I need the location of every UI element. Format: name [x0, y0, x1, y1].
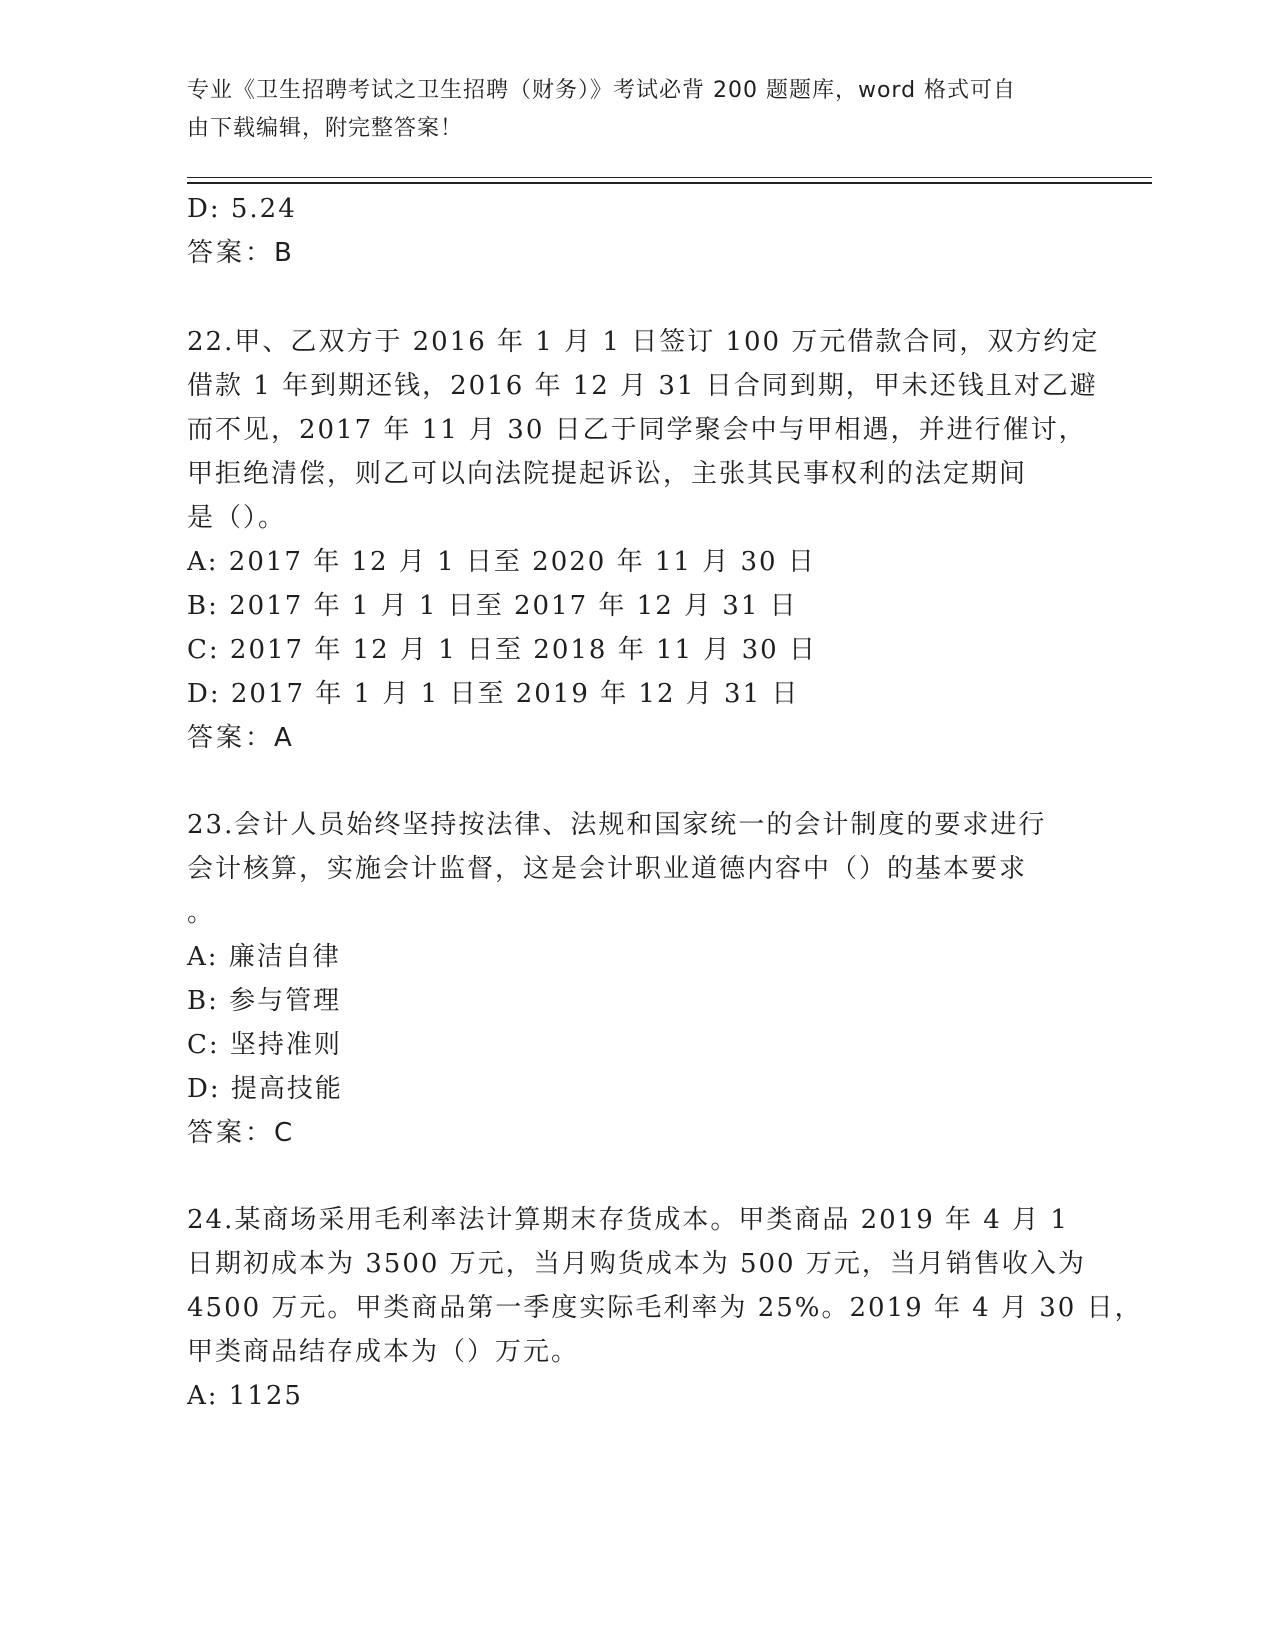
q24-stem-line: 甲类商品结存成本为（）万元。 [187, 1337, 580, 1367]
header-line-2: 由下载编辑，附完整答案！ [187, 116, 464, 141]
q22-option-c: C: 2017 年 12 月 1 日至 2018 年 11 月 30 日 [187, 635, 817, 665]
q22-option-d: D: 2017 年 1 月 1 日至 2019 年 12 月 31 日 [187, 679, 800, 709]
q22-stem-line: 是（）。 [187, 503, 287, 533]
document-header [187, 72, 1067, 148]
q24-stem-line: 24.某商场采用毛利率法计算期末存货成本。甲类商品 2019 年 4 月 1 [187, 1205, 1069, 1235]
q24-option-a: A: 1125 [187, 1381, 303, 1411]
q22-stem-line: 而不见，2017 年 11 月 30 日乙于同学聚会中与甲相遇，并进行催讨， [187, 415, 1087, 445]
q21-answer: 答案：B [187, 238, 295, 268]
header-line-1: 专业《卫生招聘考试之卫生招聘（财务）》考试必背 200 题题库，word 格式可自 [187, 78, 1017, 103]
q23-option-a: A: 廉洁自律 [187, 942, 341, 972]
q22-stem-line: 22.甲、乙双方于 2016 年 1 月 1 日签订 100 万元借款合同，双方约定 [187, 327, 1100, 357]
q23-answer: 答案：C [187, 1118, 296, 1148]
header-divider-thin [187, 177, 1152, 178]
header-divider-thick [187, 182, 1152, 184]
q21-option-d: D: 5.24 [187, 194, 297, 224]
q22-option-a: A: 2017 年 12 月 1 日至 2020 年 11 月 30 日 [187, 547, 816, 577]
q23-option-b: B: 参与管理 [187, 986, 342, 1016]
q24-stem-line: 日期初成本为 3500 万元，当月购货成本为 500 万元，当月销售收入为 [187, 1249, 1086, 1279]
q22-stem-line: 甲拒绝清偿，则乙可以向法院提起诉讼，主张其民事权利的法定期间 [187, 459, 1028, 489]
q23-stem-line: 会计核算，实施会计监督，这是会计职业道德内容中（）的基本要求 [187, 854, 1028, 884]
q23-stem-line: 。 [187, 898, 216, 928]
q23-stem-line: 23.会计人员始终坚持按法律、法规和国家统一的会计制度的要求进行 [187, 810, 1047, 840]
q22-stem-line: 借款 1 年到期还钱，2016 年 12 月 31 日合同到期，甲未还钱且对乙避 [187, 371, 1098, 401]
q22-answer: 答案：A [187, 723, 295, 753]
q24-stem-line: 4500 万元。甲类商品第一季度实际毛利率为 25%。2019 年 4 月 30 日， [187, 1293, 1143, 1323]
q22-option-b: B: 2017 年 1 月 1 日至 2017 年 12 月 31 日 [187, 591, 798, 621]
q23-option-d: D: 提高技能 [187, 1074, 343, 1104]
q23-option-c: C: 坚持准则 [187, 1030, 342, 1060]
